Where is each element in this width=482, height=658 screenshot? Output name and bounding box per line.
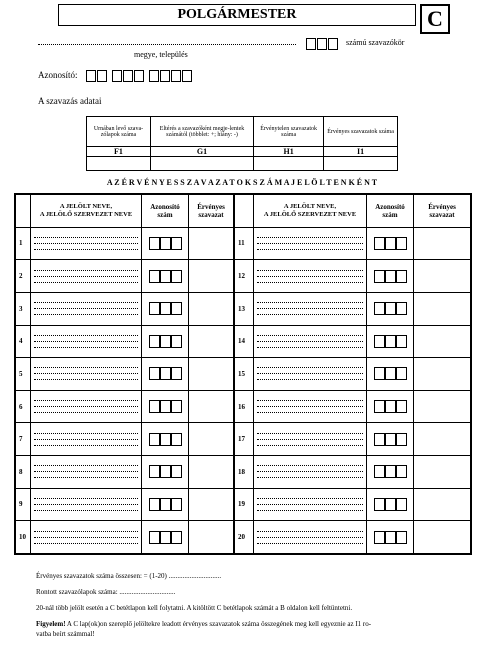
- digit-box[interactable]: [374, 531, 385, 544]
- row-number: 2: [16, 260, 31, 293]
- digit-box[interactable]: [149, 270, 160, 283]
- candidate-votes-field[interactable]: [189, 456, 235, 489]
- candidate-name-field[interactable]: [31, 292, 142, 325]
- dotted-line: [34, 335, 138, 336]
- candidate-id-field[interactable]: [367, 423, 414, 456]
- warning-note: [36, 620, 476, 628]
- votes-column-header: [414, 195, 471, 228]
- candidate-votes-field[interactable]: [414, 423, 471, 456]
- digit-box[interactable]: [160, 70, 170, 82]
- digit-box[interactable]: [160, 270, 171, 283]
- candidate-id-field[interactable]: [367, 227, 414, 260]
- candidate-id-field[interactable]: [367, 390, 414, 423]
- dotted-line: [257, 412, 363, 413]
- dotted-line: [257, 531, 363, 532]
- dotted-line: [34, 465, 138, 466]
- district-number-boxes[interactable]: [306, 35, 339, 53]
- dotted-line: [34, 379, 138, 380]
- candidate-id-field[interactable]: [142, 292, 189, 325]
- dotted-line: [34, 504, 138, 505]
- candidate-name-field[interactable]: [31, 423, 142, 456]
- candidate-row: [16, 227, 471, 260]
- dotted-line: [34, 400, 138, 401]
- votes-header-line1: Érvényes: [428, 202, 456, 211]
- dotted-line: [34, 373, 138, 374]
- dotted-line: [257, 302, 363, 303]
- candidate-row: [16, 292, 471, 325]
- votes-header-line2: szavazat: [429, 210, 455, 219]
- digit-box[interactable]: [149, 400, 160, 413]
- digit-box[interactable]: [97, 70, 107, 82]
- row-number: 12: [234, 260, 254, 293]
- district-label: számú szavazókör: [346, 38, 405, 47]
- candidate-votes-field[interactable]: [189, 292, 235, 325]
- dotted-line: [257, 243, 363, 244]
- candidate-votes-field[interactable]: [189, 423, 235, 456]
- digit-box[interactable]: [396, 400, 407, 413]
- candidate-id-field[interactable]: [367, 456, 414, 489]
- candidate-votes-field[interactable]: [189, 227, 235, 260]
- digit-box[interactable]: [328, 38, 338, 50]
- candidate-row: [16, 260, 471, 293]
- digit-box[interactable]: [171, 498, 182, 511]
- digit-box[interactable]: [149, 531, 160, 544]
- digit-box[interactable]: [149, 367, 160, 380]
- dotted-line: [34, 439, 138, 440]
- dotted-line: [34, 237, 138, 238]
- row-number: 8: [16, 456, 31, 489]
- dotted-line: [34, 471, 138, 472]
- digit-box[interactable]: [396, 270, 407, 283]
- col-code: F1: [87, 147, 151, 157]
- id-column-header: [367, 195, 414, 228]
- candidate-votes-field[interactable]: [189, 521, 235, 554]
- candidate-name-field[interactable]: [254, 292, 367, 325]
- dotted-line: [257, 465, 363, 466]
- candidate-votes-field[interactable]: [414, 488, 471, 521]
- digit-box[interactable]: [160, 400, 171, 413]
- digit-box[interactable]: [149, 498, 160, 511]
- candidate-id-field[interactable]: [142, 325, 189, 358]
- votes-header-line2: szavazat: [198, 210, 224, 219]
- candidate-name-field[interactable]: [31, 260, 142, 293]
- votes-header-line1: Érvényes: [197, 202, 225, 211]
- candidate-id-field[interactable]: [367, 358, 414, 391]
- digit-box[interactable]: [171, 433, 182, 446]
- digit-box[interactable]: [374, 237, 385, 250]
- candidate-name-field[interactable]: [31, 227, 142, 260]
- digit-box[interactable]: [160, 237, 171, 250]
- name-header-line1: A JELÖLT NEVE,: [283, 202, 337, 210]
- digit-box[interactable]: [396, 302, 407, 315]
- dotted-line: [257, 537, 363, 538]
- dotted-line: [257, 510, 363, 511]
- dotted-line: [34, 302, 138, 303]
- dotted-line: [34, 249, 138, 250]
- digit-box[interactable]: [385, 498, 396, 511]
- row-number: 4: [16, 325, 31, 358]
- digit-box[interactable]: [385, 335, 396, 348]
- row-number: 16: [234, 390, 254, 423]
- dotted-line: [257, 347, 363, 348]
- digit-box[interactable]: [385, 400, 396, 413]
- candidate-votes-field[interactable]: [189, 488, 235, 521]
- warning-label: Figyelem!: [36, 620, 66, 628]
- dotted-line: [34, 308, 138, 309]
- continuation-note: 20-nál több jelölt esetén a C betétlapon kell folytatni. A kitöltött C betétlapok számát a B oldalon kell feltüntetni.: [36, 604, 353, 612]
- row-number: 19: [234, 488, 254, 521]
- candidate-name-field[interactable]: [31, 358, 142, 391]
- row-number: 6: [16, 390, 31, 423]
- digit-box[interactable]: [396, 237, 407, 250]
- candidate-votes-field[interactable]: [414, 292, 471, 325]
- dotted-line: [34, 341, 138, 342]
- candidate-id-field[interactable]: [142, 390, 189, 423]
- dotted-line: [257, 335, 363, 336]
- name-column-header: [254, 195, 367, 228]
- digit-box[interactable]: [171, 400, 182, 413]
- digit-box[interactable]: [171, 70, 181, 82]
- id-column-header: [142, 195, 189, 228]
- digit-box[interactable]: [306, 38, 316, 50]
- dotted-line: [257, 282, 363, 283]
- row-number: 20: [234, 521, 254, 554]
- candidate-id-field[interactable]: [142, 358, 189, 391]
- candidate-name-field[interactable]: [254, 325, 367, 358]
- candidate-name-field[interactable]: [31, 456, 142, 489]
- row-number: 3: [16, 292, 31, 325]
- col-code: G1: [150, 147, 253, 157]
- dotted-line: [257, 373, 363, 374]
- votes-column-header: [189, 195, 235, 228]
- digit-box[interactable]: [149, 70, 159, 82]
- dotted-line: [257, 504, 363, 505]
- county-label: megye, település: [134, 50, 188, 59]
- value-cell[interactable]: [324, 157, 398, 171]
- candidate-votes-field[interactable]: [414, 390, 471, 423]
- candidate-id-field[interactable]: [367, 292, 414, 325]
- identifier-label: Azonosító:: [38, 70, 78, 80]
- candidate-id-field[interactable]: [142, 260, 189, 293]
- dotted-line: [34, 282, 138, 283]
- candidate-name-field[interactable]: [254, 423, 367, 456]
- row-number: 13: [234, 292, 254, 325]
- candidate-name-field[interactable]: [254, 488, 367, 521]
- votes-data-table: [86, 116, 398, 171]
- digit-box[interactable]: [385, 270, 396, 283]
- digit-box[interactable]: [396, 465, 407, 478]
- candidate-name-field[interactable]: [254, 260, 367, 293]
- candidates-table: [14, 193, 472, 555]
- candidate-votes-field[interactable]: [414, 325, 471, 358]
- digit-box[interactable]: [374, 498, 385, 511]
- candidate-votes-field[interactable]: [414, 260, 471, 293]
- dotted-line: [34, 367, 138, 368]
- row-number: 15: [234, 358, 254, 391]
- dotted-line: [257, 379, 363, 380]
- digit-box[interactable]: [149, 465, 160, 478]
- row-number: 9: [16, 488, 31, 521]
- candidate-votes-field[interactable]: [414, 358, 471, 391]
- form-title: POLGÁRMESTER: [58, 4, 416, 26]
- digit-box[interactable]: [112, 70, 122, 82]
- candidate-name-field[interactable]: [31, 325, 142, 358]
- name-header-line2: A JELÖLŐ SZERVEZET NEVE: [39, 210, 133, 218]
- candidate-id-field[interactable]: [142, 423, 189, 456]
- candidate-votes-field[interactable]: [189, 358, 235, 391]
- digit-box[interactable]: [385, 465, 396, 478]
- digit-box[interactable]: [160, 302, 171, 315]
- dotted-line: [34, 270, 138, 271]
- digit-box[interactable]: [385, 433, 396, 446]
- col-header: Érvényes szavazatok száma: [324, 117, 398, 147]
- candidate-id-field[interactable]: [142, 227, 189, 260]
- dotted-line: [34, 531, 138, 532]
- dotted-line: [257, 308, 363, 309]
- digit-box[interactable]: [374, 465, 385, 478]
- col-code: I1: [324, 147, 398, 157]
- digit-box[interactable]: [149, 335, 160, 348]
- digit-box[interactable]: [160, 531, 171, 544]
- row-number: 1: [16, 227, 31, 260]
- dotted-line: [257, 270, 363, 271]
- row-number: 5: [16, 358, 31, 391]
- value-cell[interactable]: [150, 157, 253, 171]
- candidates-title: A Z É R V É N Y E S S Z A V A Z A T O K S Z Á M A J E L Ö L T E N K É N T: [106, 178, 378, 187]
- digit-box[interactable]: [396, 498, 407, 511]
- digit-box[interactable]: [374, 433, 385, 446]
- digit-box[interactable]: [396, 433, 407, 446]
- digit-box[interactable]: [182, 70, 192, 82]
- candidate-id-field[interactable]: [367, 260, 414, 293]
- row-number: 17: [234, 423, 254, 456]
- candidate-row: [16, 521, 471, 554]
- candidate-name-field[interactable]: [254, 358, 367, 391]
- total-valid-votes: Érvényes szavazatok száma összesen: = (1-20) ..............................: [36, 572, 222, 580]
- candidate-row: [16, 390, 471, 423]
- candidate-id-field[interactable]: [367, 325, 414, 358]
- dotted-line: [34, 433, 138, 434]
- dotted-line: [34, 243, 138, 244]
- digit-box[interactable]: [160, 335, 171, 348]
- dotted-line: [257, 477, 363, 478]
- digit-box[interactable]: [171, 465, 182, 478]
- name-column-header: [31, 195, 142, 228]
- county-field[interactable]: [38, 34, 296, 45]
- candidate-name-field[interactable]: [31, 390, 142, 423]
- candidate-name-field[interactable]: [254, 521, 367, 554]
- col-header: Érvénytelen szavazatok száma: [254, 117, 324, 147]
- name-header-line1: A JELÖLT NEVE,: [59, 202, 113, 210]
- id-header-line1: Azonosító: [150, 202, 180, 211]
- candidate-id-field[interactable]: [142, 456, 189, 489]
- digit-box[interactable]: [385, 367, 396, 380]
- form-letter: C: [420, 4, 450, 34]
- col-code: H1: [254, 147, 324, 157]
- col-header: Urnában levő szava-zólapok száma: [87, 117, 151, 147]
- digit-box[interactable]: [171, 531, 182, 544]
- digit-box[interactable]: [171, 335, 182, 348]
- digit-box[interactable]: [396, 531, 407, 544]
- dotted-line: [34, 406, 138, 407]
- dotted-line: [257, 543, 363, 544]
- dotted-line: [34, 498, 138, 499]
- row-number: 11: [234, 227, 254, 260]
- dotted-line: [34, 477, 138, 478]
- digit-box[interactable]: [123, 70, 133, 82]
- dotted-line: [257, 367, 363, 368]
- candidate-row: [16, 358, 471, 391]
- digit-box[interactable]: [396, 335, 407, 348]
- dotted-line: [257, 237, 363, 238]
- value-cell[interactable]: [254, 157, 324, 171]
- dotted-line: [257, 249, 363, 250]
- digit-box[interactable]: [160, 433, 171, 446]
- dotted-line: [34, 412, 138, 413]
- warning-text: A C lap(ok)on szereplő jelöltekre leadott érvényes szavazatok száma összegének meg kell egyeznie az I1 ro-: [65, 620, 372, 628]
- row-number: 18: [234, 456, 254, 489]
- candidate-row: [16, 488, 471, 521]
- candidate-name-field[interactable]: [254, 227, 367, 260]
- candidate-votes-field[interactable]: [189, 260, 235, 293]
- id-header-line1: Azonosító: [375, 202, 405, 211]
- candidate-id-field[interactable]: [142, 488, 189, 521]
- row-number: 7: [16, 423, 31, 456]
- digit-box[interactable]: [160, 367, 171, 380]
- digit-box[interactable]: [160, 465, 171, 478]
- candidate-row: [16, 325, 471, 358]
- dotted-line: [34, 276, 138, 277]
- digit-box[interactable]: [385, 302, 396, 315]
- dotted-line: [257, 406, 363, 407]
- dotted-line: [34, 537, 138, 538]
- digit-box[interactable]: [374, 270, 385, 283]
- digit-box[interactable]: [317, 38, 327, 50]
- row-number: 14: [234, 325, 254, 358]
- dotted-line: [257, 433, 363, 434]
- name-header-line2: A JELÖLŐ SZERVEZET NEVE: [263, 210, 357, 218]
- digit-box[interactable]: [385, 237, 396, 250]
- dotted-line: [34, 314, 138, 315]
- dotted-line: [257, 445, 363, 446]
- candidate-id-field[interactable]: [142, 521, 189, 554]
- digit-box[interactable]: [134, 70, 144, 82]
- digit-box[interactable]: [149, 302, 160, 315]
- digit-box[interactable]: [374, 335, 385, 348]
- digit-box[interactable]: [86, 70, 96, 82]
- votes-data-title: A szavazás adatai: [38, 96, 102, 106]
- dotted-line: [34, 543, 138, 544]
- candidate-name-field[interactable]: [254, 390, 367, 423]
- col-header: Eltérés a szavazóként megje-lentek számától (többlet: +; hiány: -): [150, 117, 253, 147]
- digit-box[interactable]: [149, 237, 160, 250]
- digit-box[interactable]: [149, 433, 160, 446]
- digit-box[interactable]: [171, 367, 182, 380]
- dotted-line: [257, 498, 363, 499]
- id-header-line2: szám: [157, 210, 173, 219]
- candidate-votes-field[interactable]: [414, 456, 471, 489]
- digit-box[interactable]: [374, 367, 385, 380]
- candidate-votes-field[interactable]: [414, 521, 471, 554]
- digit-box[interactable]: [160, 498, 171, 511]
- candidate-votes-field[interactable]: [189, 325, 235, 358]
- id-header-line2: szám: [382, 210, 398, 219]
- dotted-line: [257, 439, 363, 440]
- dotted-line: [257, 341, 363, 342]
- dotted-line: [34, 510, 138, 511]
- digit-box[interactable]: [171, 270, 182, 283]
- dotted-line: [257, 276, 363, 277]
- digit-box[interactable]: [374, 400, 385, 413]
- dotted-line: [257, 400, 363, 401]
- candidate-name-field[interactable]: [31, 488, 142, 521]
- value-cell[interactable]: [87, 157, 151, 171]
- candidate-id-field[interactable]: [367, 488, 414, 521]
- identifier-boxes[interactable]: [86, 67, 193, 85]
- dotted-line: [34, 347, 138, 348]
- digit-box[interactable]: [171, 237, 182, 250]
- candidate-name-field[interactable]: [254, 456, 367, 489]
- digit-box[interactable]: [374, 302, 385, 315]
- candidate-votes-field[interactable]: [189, 390, 235, 423]
- digit-box[interactable]: [396, 367, 407, 380]
- candidate-row: [16, 423, 471, 456]
- dotted-line: [257, 314, 363, 315]
- candidate-votes-field[interactable]: [414, 227, 471, 260]
- spoiled-ballots: Rontott szavazólapok száma: ................................: [36, 588, 176, 596]
- digit-box[interactable]: [385, 531, 396, 544]
- row-number: 10: [16, 521, 31, 554]
- candidate-id-field[interactable]: [367, 521, 414, 554]
- warning-note-cont: vatba beírt számmal!: [36, 630, 95, 638]
- dotted-line: [34, 445, 138, 446]
- candidate-row: [16, 456, 471, 489]
- candidate-name-field[interactable]: [31, 521, 142, 554]
- dotted-line: [257, 471, 363, 472]
- digit-box[interactable]: [171, 302, 182, 315]
